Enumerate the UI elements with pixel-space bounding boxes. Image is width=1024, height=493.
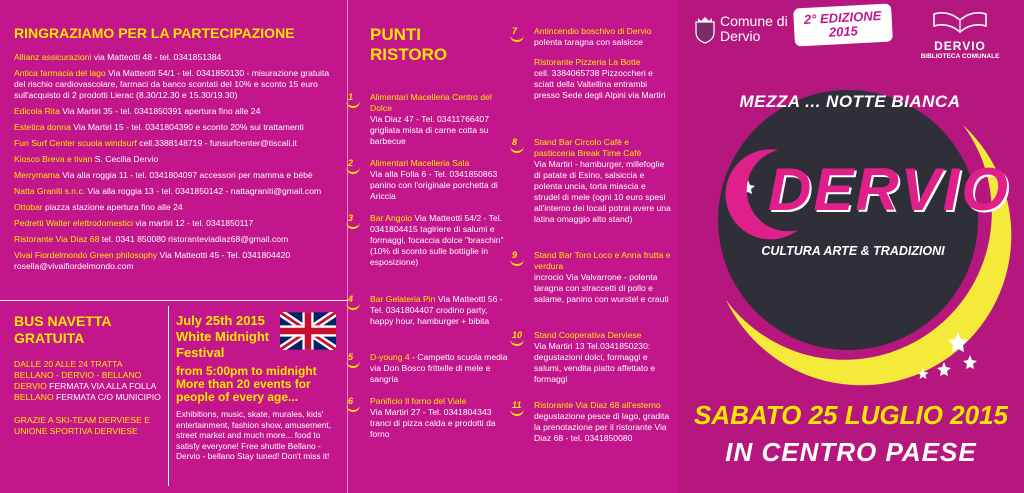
english-title: July 25th 2015 White Midnight Festival xyxy=(176,313,270,360)
moon-illustration xyxy=(708,70,1024,400)
sponsor-list xyxy=(14,52,339,277)
english-time: from 5:00pm to midnight More than 20 events for people of every age... xyxy=(176,364,317,404)
number-badge: 9 xyxy=(512,250,526,264)
bus-title: BUS NAVETTA GRATUITA xyxy=(14,313,111,346)
food-item: Ristorante Pizzeria La Botte cell. 3384065738 Pizzoccheri e sciatt della Valtellina entrambi presso Sede degli Alpini via Martiri xyxy=(534,57,666,100)
list-item: Fun Surf Center scuola windsurf cell.3388148719 - funsurfcenter@tiscali.it xyxy=(14,138,297,148)
bus-line: DALLE 20 ALLE 24 TRATTA xyxy=(14,359,123,369)
food-item: 9 Stand Bar Toro Loco e Anna frutta e verdura incrocio Via Valvarrone - polenta taragna con straccetti di pollo e salame, panino con wurstel e crauti xyxy=(512,250,671,304)
list-item: Antica farmacia del lago Via Matteotti 54/1 - tel. 0341850130 - misurazione gratuita del rischio cardiovascolare, farmaci da banco scontati del 10% e sconto 15 euro sull'acquisto di 2 prodotti Lierac (8.30/12.30 e 15.30/19.30) xyxy=(14,68,330,100)
food-item: 3 Bar Angolo Via Matteotti 54/2 - Tel. 0341804415 taglriere di salumi e formaggi, focaccia dolce "braschin" (10% di sconto sulle bottiglie in esposizione) xyxy=(348,213,504,267)
number-badge: 7 xyxy=(512,26,526,40)
list-item: Ristorante Via Diaz 68 tel. 0341 850080 ristoranteviadiaz68@gmail.com xyxy=(14,234,289,244)
event-headline: MEZZA ... NOTTE BIANCA xyxy=(739,92,961,111)
divider xyxy=(0,300,348,301)
list-item: Allianz assicurazioni via Matteotti 48 - tel. 0341851384 xyxy=(14,52,222,62)
food-item: 1 Alimentari Macelleria Centro del Dolce Via Diaz 47 - Tel. 03411766407 grigliata mista di carne cotta su barbecue xyxy=(348,92,492,146)
list-item: Vivai Fiordelmondo Green philosophy Via Matteotti 45 - Tel. 0341804420 rosella@vivaifiordelmondo.com xyxy=(14,250,291,271)
food-item: 10 Stand Cooperativa Derviese Via Martiri 13 Tel.0341850230: degustazioni dolci, formaggi e salumi, vendita piatto affettato e formaggi xyxy=(512,330,656,384)
town-brand: DERVIO xyxy=(768,156,1011,223)
uk-flag-icon xyxy=(280,312,336,350)
number-badge: 5 xyxy=(348,352,362,366)
list-item: Estetica donna Via Martiri 15 - tel. 0341804390 e sconto 20% sui trattamenti xyxy=(14,122,304,132)
food-item: 7 Antincendio boschivo di Dervio polenta taragna con salsicce xyxy=(512,26,652,47)
library-title: DERVIO xyxy=(934,39,986,53)
number-badge: 6 xyxy=(348,396,362,410)
number-badge: 8 xyxy=(512,137,526,151)
edition-badge: 2° EDIZIONE 2015 xyxy=(793,3,893,46)
number-badge: 2 xyxy=(348,158,362,172)
library-subtitle: BIBLIOTECA COMUNALE xyxy=(920,53,1000,60)
number-badge: 11 xyxy=(512,400,526,414)
list-item: Ottobar piazza stazione apertura fino alle 24 xyxy=(14,202,183,212)
food-title: PUNTI RISTORO xyxy=(370,25,448,64)
food-item: 11 Ristorante Via Diaz 68 all'esterno degustazione pesce di lago, gradita la prenotazione per il ristorante Via Diaz 68 - tel. 0341850080 xyxy=(512,400,670,443)
list-item: Merrymama Via alla roggia 11 - tel. 0341804097 accessori per mamma e bèbè xyxy=(14,170,313,180)
library-logo xyxy=(920,12,1000,72)
event-date: SABATO 25 LUGLIO 2015 xyxy=(693,400,1009,430)
cover-panel xyxy=(678,0,1024,493)
bus-section xyxy=(14,313,164,437)
book-icon xyxy=(930,12,990,34)
english-description: Exhibitions, music, skate, murales, kids' entertainment, fashion show, amusement, street market and much more... food to satisfy everyone! Free shuttle Bellano - Dervio - bellano Stay tuned! Don't miss it! xyxy=(176,409,332,462)
number-badge: 4 xyxy=(348,294,362,308)
divider xyxy=(168,306,169,486)
food-item: 8 Stand Bar Circolo Cafè e pasticceria Break Time Cafè Via Martiri - hamburger, millefoglie di patate di Esino, salsiccia e polenta uncia, torta miascia e strudel di mele (ogni 10 euro spesi all'interno dei locali potrai avere una latina omaggio alto stand) xyxy=(512,137,671,224)
bus-thanks: GRAZIE A SKI-TEAM DERVIESE E UNIONE SPORTIVA DERVIESE xyxy=(14,415,150,436)
number-badge: 10 xyxy=(512,330,526,344)
thanks-title: RINGRAZIAMO PER LA PARTECIPAZIONE xyxy=(14,25,295,41)
bus-line: BELLANO - DERVIO - BELLANO xyxy=(14,370,142,380)
bus-schedule xyxy=(14,359,164,403)
list-item: Edicola Rita Via Martiri 35 - tel. 0341850391 apertura fino alle 24 xyxy=(14,106,261,116)
list-item: Pedretti Walter elettrodomestici via martiri 12 - tel. 0341850117 xyxy=(14,218,254,228)
event-location: IN CENTRO PAESE xyxy=(725,437,977,467)
comune-logo xyxy=(694,14,794,50)
crest-icon xyxy=(694,16,716,44)
number-badge: 3 xyxy=(348,213,362,227)
number-badge: 1 xyxy=(348,92,362,106)
bus-line: DERVIO FERMATA VIA ALLA FOLLA xyxy=(14,381,157,391)
food-item: 5 D-young 4 - Campetto scuola media via Don Bosco frittelle di mele e sangria xyxy=(348,352,508,384)
list-item: Natta Graniti s.n.c. Via alla roggia 13 - tel. 0341850142 - nattagraniti@gmail.com xyxy=(14,186,322,196)
thanks-panel xyxy=(0,0,348,493)
bus-line: BELLANO FERMATA C/O MUNICIPIO xyxy=(14,392,161,402)
event-subtitle: CULTURA ARTE & TRADIZIONI xyxy=(761,244,945,258)
food-item: 2 Alimentari Macelleria Sala Via alla Folla 6 - Tel. 0341850863 panino con l'originale porchetta di Ariccia xyxy=(348,158,498,201)
food-panel xyxy=(348,0,678,493)
comune-name: Comune di Dervio xyxy=(720,13,788,44)
list-item: Kiosco Breva e tivan S. Cecilia Dervio xyxy=(14,154,159,164)
food-item: 6 Panificio Il forno del Viale Via Martiri 27 - Tel. 0341804343 tranci di pizza calda e prodotti da forno xyxy=(348,396,496,439)
food-item: 4 Bar Gelateria Pin Via Matteotti 56 - Tel. 0341804407 crodino party, happy hour, hamburger + bibita xyxy=(348,294,503,326)
